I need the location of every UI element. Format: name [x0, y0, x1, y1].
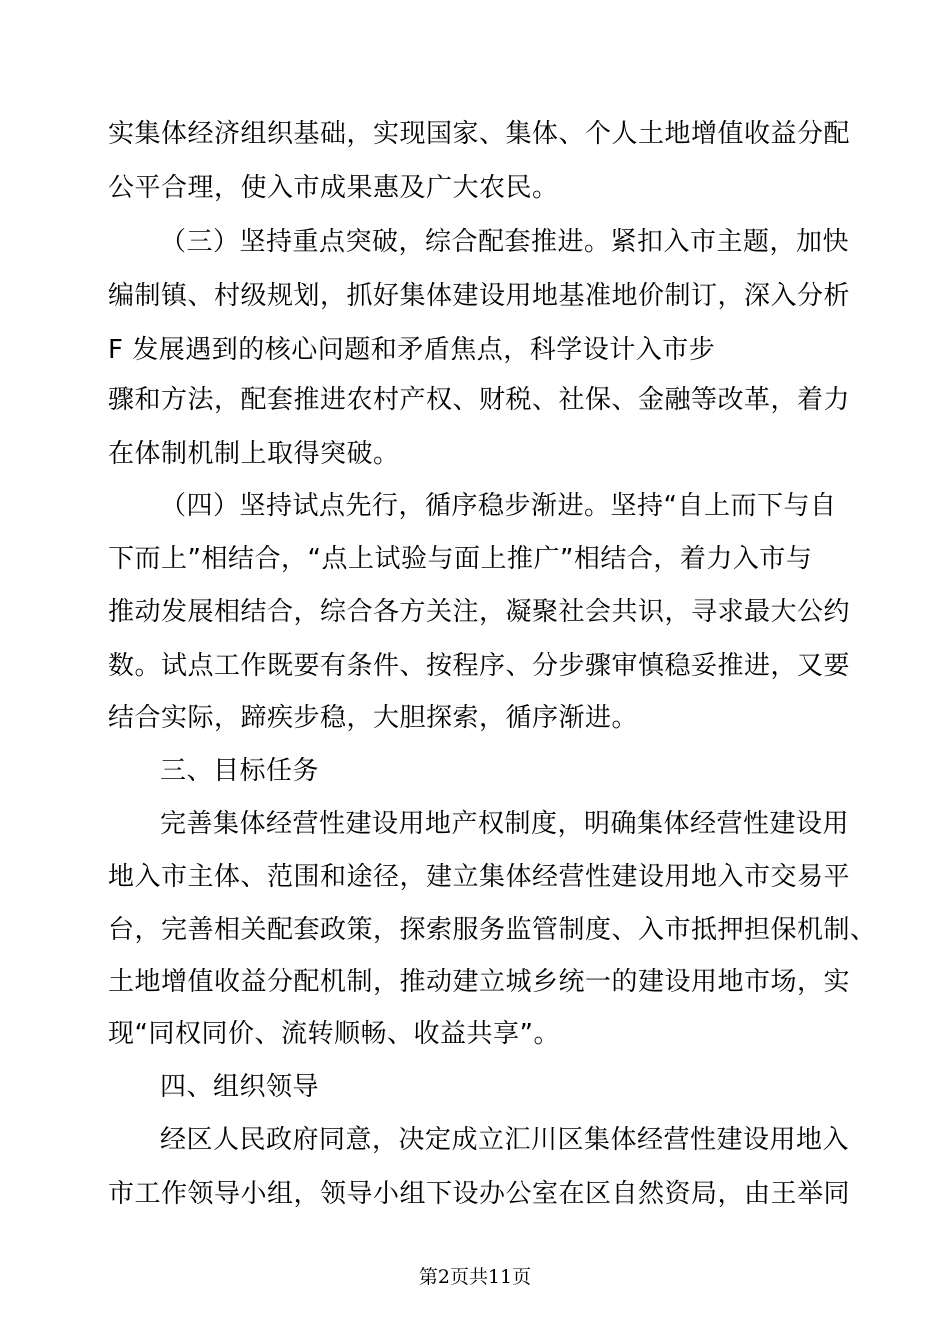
paragraph-line: 骤和方法，配套推进农村产权、财税、社保、金融等改革，着力	[108, 385, 851, 415]
paragraph-line: 公平合理，使入市成果惠及广大农民。	[108, 173, 559, 203]
paragraph-line: 推动发展相结合，综合各方关注，凝聚社会共识，寻求最大公约	[108, 597, 851, 627]
paragraph-line: 经区人民政府同意，决定成立汇川区集体经营性建设用地入	[160, 1125, 850, 1155]
paragraph-line: 完善集体经营性建设用地产权制度，明确集体经营性建设用	[160, 809, 850, 839]
paragraph-line: 编制镇、村级规划，抓好集体建设用地基准地价制订，深入分析	[108, 281, 851, 311]
paragraph-line: 台，完善相关配套政策，探索服务监管制度、入市抵押担保机制、	[108, 915, 877, 945]
paragraph-line: 在体制机制上取得突破。	[108, 439, 400, 469]
section-heading: 四、组织领导	[160, 1072, 320, 1102]
paragraph-line: 下而上”相结合，“点上试验与面上推广”相结合，着力入市与	[108, 544, 813, 574]
section-heading: 三、目标任务	[160, 756, 320, 786]
paragraph-line: 结合实际，蹄疾步稳，大胆探索，循序渐进。	[108, 703, 639, 733]
paragraph-line: F 发展遇到的核心问题和矛盾焦点，科学设计入市步	[108, 335, 716, 365]
paragraph-line: 地入市主体、范围和途径，建立集体经营性建设用地入市交易平	[108, 862, 851, 892]
paragraph-line: （四）坚持试点先行，循序稳步渐进。坚持“自上而下与自	[160, 491, 837, 521]
paragraph-line: 现“同权同价、流转顺畅、收益共享”。	[108, 1019, 560, 1049]
paragraph-line: 数。试点工作既要有条件、按程序、分步骤审慎稳妥推进，又要	[108, 651, 851, 681]
paragraph-line: （三）坚持重点突破，综合配套推进。紧扣入市主题，加快	[160, 227, 850, 257]
paragraph-line: 市工作领导小组，领导小组下设办公室在区自然资局，由王举同	[108, 1179, 851, 1209]
paragraph-line: 土地增值收益分配机制，推动建立城乡统一的建设用地市场，实	[108, 967, 851, 997]
page-number-footer: 第2页共11页	[418, 1266, 532, 1288]
paragraph-line: 实集体经济组织基础，实现国家、集体、个人土地增值收益分配	[108, 119, 851, 149]
